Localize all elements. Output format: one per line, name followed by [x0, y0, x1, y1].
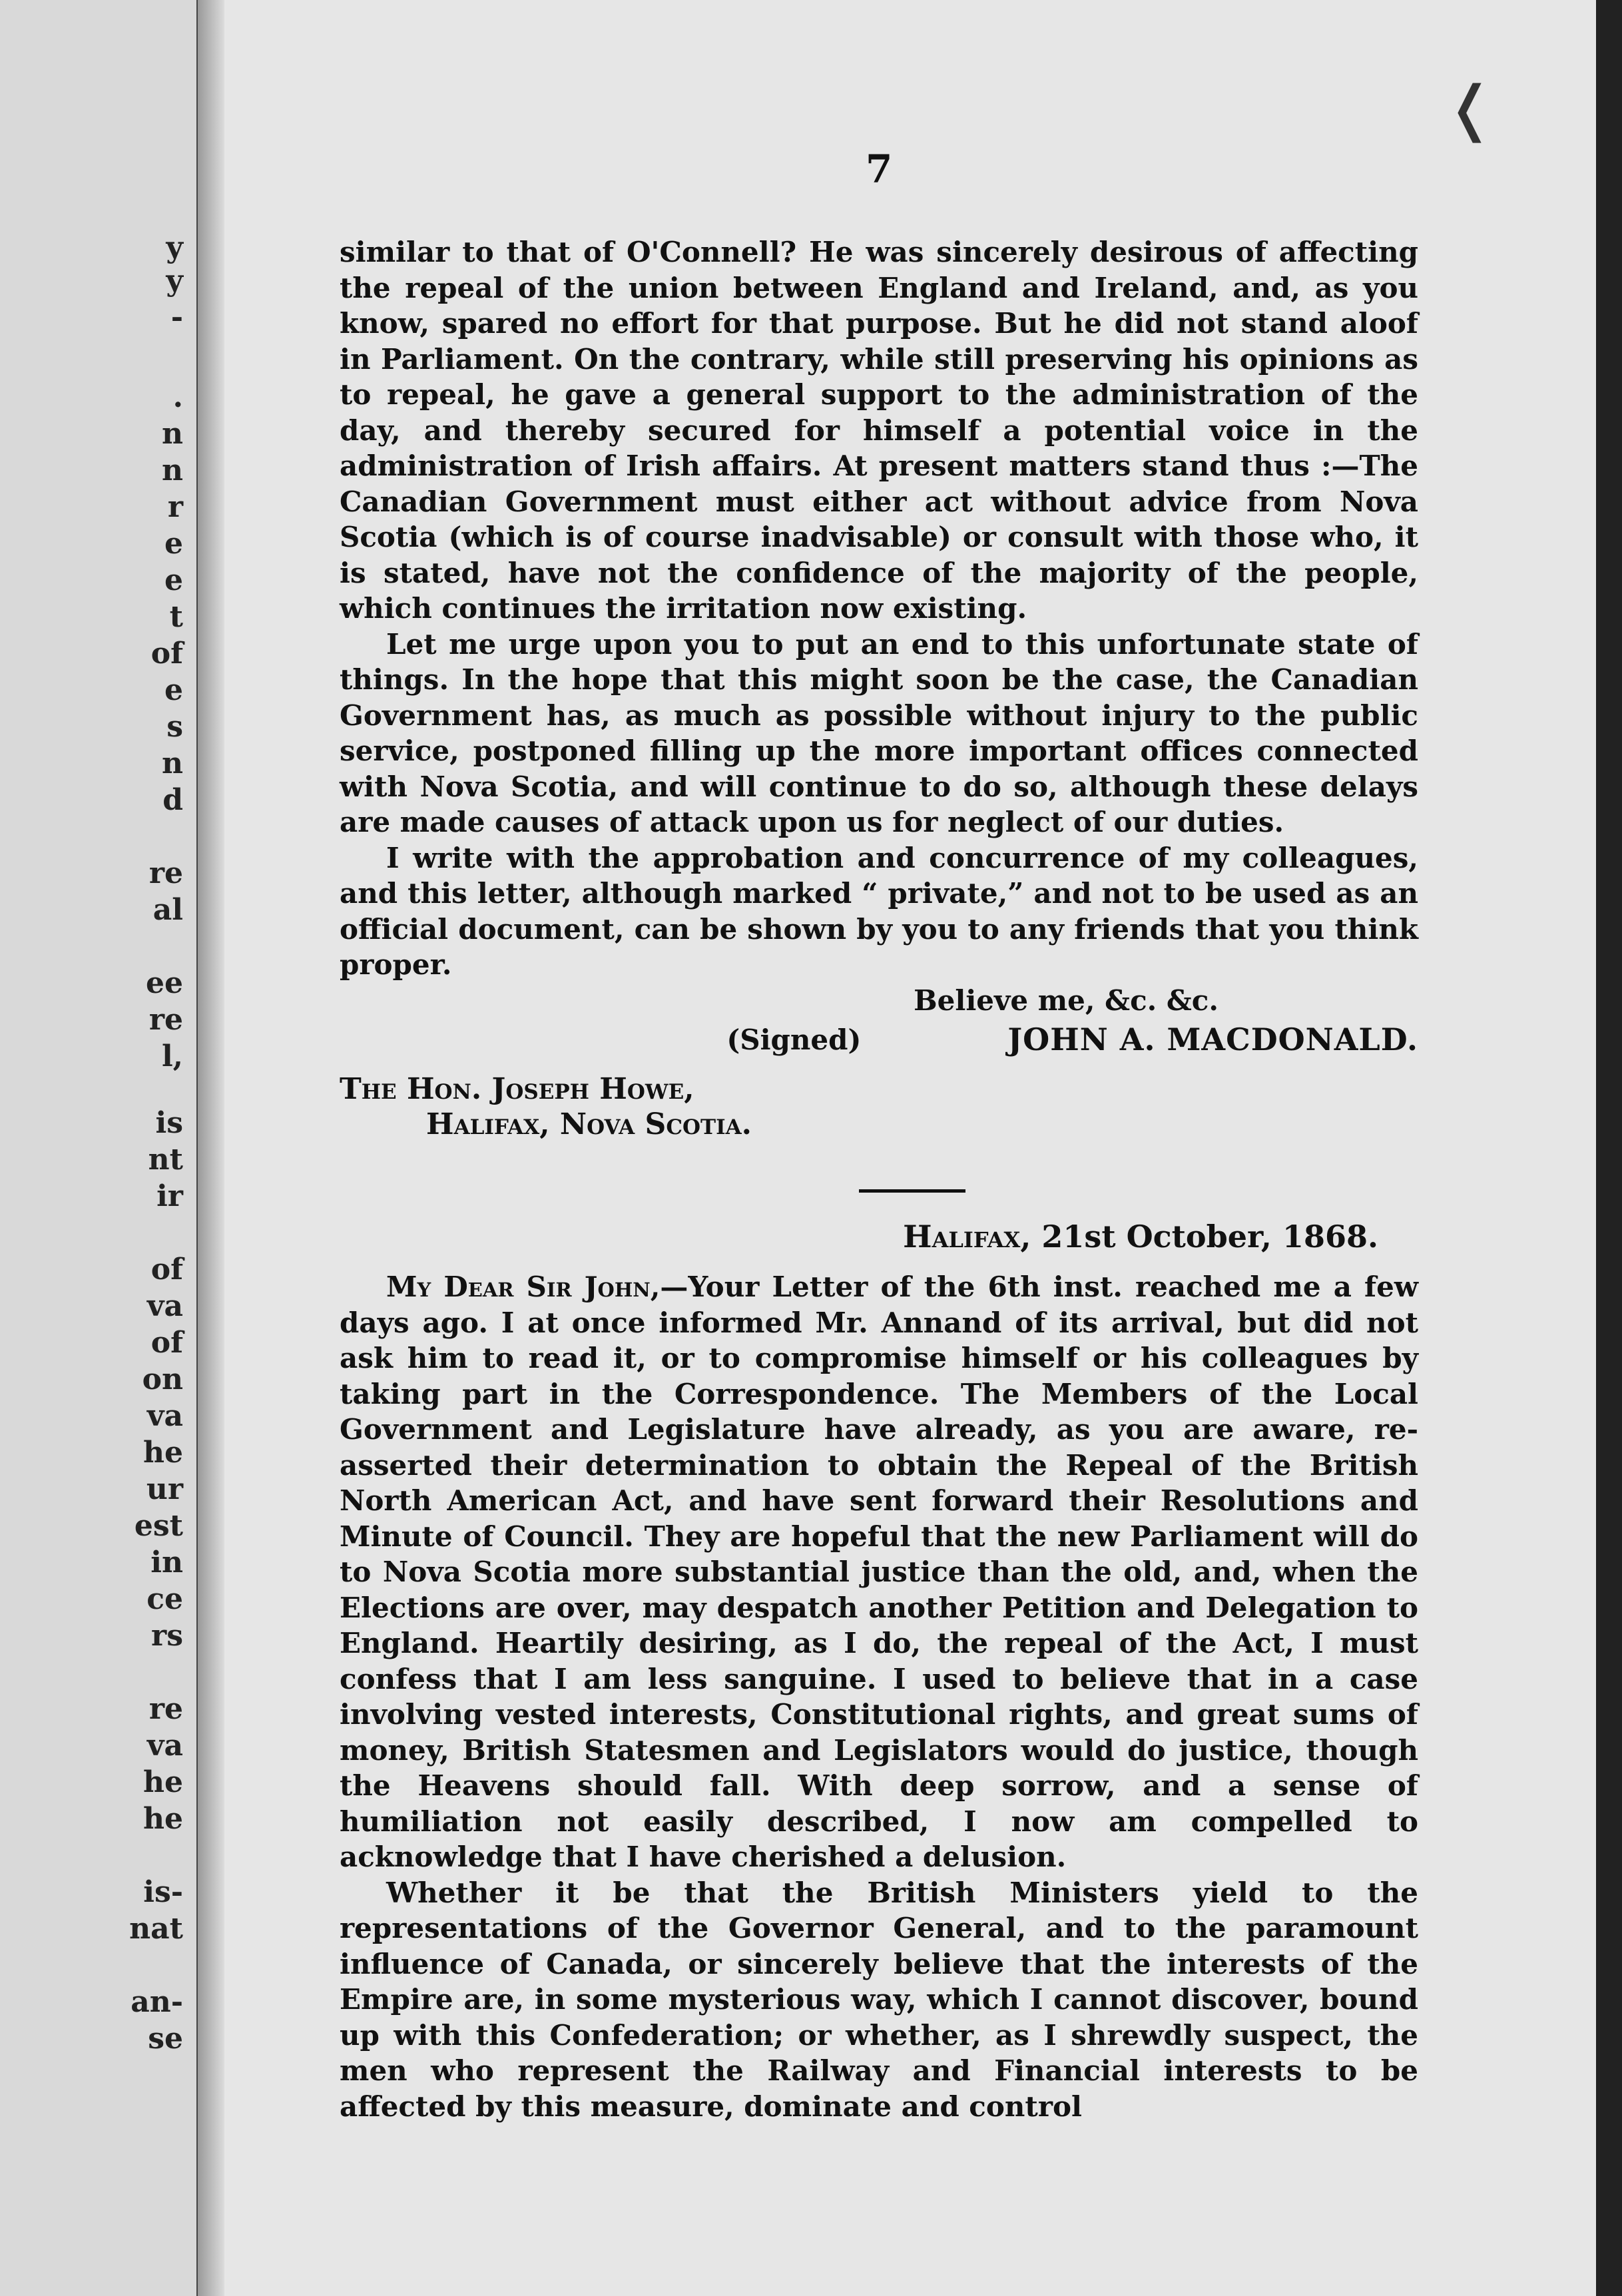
facing-page-fragment: of	[150, 1326, 183, 1360]
facing-page-fragment: nat	[129, 1912, 183, 1946]
facing-page-fragment: d	[162, 783, 183, 817]
facing-page-fragment: nt	[148, 1143, 183, 1177]
facing-page-fragment: he	[143, 1765, 183, 1799]
facing-page-fragment: va	[146, 1399, 183, 1433]
facing-page-fragment: va	[146, 1289, 183, 1323]
facing-page-fragment: t	[169, 600, 183, 634]
facing-page-fragment: y	[166, 230, 183, 264]
facing-page-fragment: is	[155, 1106, 183, 1140]
facing-page-fragment: ir	[156, 1179, 183, 1213]
facing-page-fragment: n	[162, 453, 183, 487]
facing-page-fragment: e	[164, 563, 183, 597]
facing-page-fragment: n	[162, 746, 183, 780]
facing-page-fragment: re	[148, 1003, 183, 1037]
facing-page-fragment: re	[148, 856, 183, 890]
facing-page-fragment: re	[148, 1692, 183, 1726]
letter-body	[340, 234, 1418, 2124]
paragraph: Let me urge upon you to put an end to this unfortunate state of things. In the hope that this might soon be the case, the Canadian Government has, as much as possible without injury to the public service, postponed filling up the more important offices connected with Nova Scotia, and will continue to do so, although these delays are made causes of attack upon us for neglect of our duties.	[340, 627, 1418, 838]
facing-page-fragment: ee	[146, 966, 183, 1000]
addressee	[340, 1071, 1418, 1143]
torn-corner-mark: ❬	[1445, 73, 1495, 143]
facing-page-fragment: s	[166, 710, 183, 744]
facing-page-fragment: ur	[146, 1472, 183, 1506]
paragraph-text: —Your Letter of the 6th inst. reached me a few days ago. I at once informed Mr. Annand of its arrival, but did not ask him to read it, or to compromise himself or his colleagues by taking part in the Correspondence. The Members of the Local Government and Legislature have already, as you are aware, re-asserted their determination to obtain the Repeal of the British North American Act, and have sent forward their Resolutions and Minute of Council. They are hopeful that the new Parliament will do to Nova Scotia more substantial justice than the old, and, when the Elections are over, may despatch another Petition and Delegation to England. Heartily desiring, as I do, the repeal of the Act, I must confess that I am less sanguine. I used to believe that in a case involving vested interests, Constitutional rights, and great sums of money, British Statesmen and Legislators would do justice, though the Heavens should fall. With deep sorrow, and a sense of humiliation not easily described, I now am compelled to acknowledge that I have cherished a delusion.	[340, 1271, 1418, 1873]
signature-line	[340, 1022, 1418, 1058]
facing-page-fragment: of	[150, 637, 183, 671]
facing-page-fragment: est	[134, 1509, 183, 1543]
facing-page-fragment: al	[152, 893, 183, 927]
facing-page-fragment: se	[148, 2022, 183, 2056]
facing-page-fragment: he	[143, 1436, 183, 1470]
facing-page-fragment: ce	[146, 1582, 183, 1616]
facing-page-fragment: va	[146, 1729, 183, 1763]
facing-page-fragment: e	[164, 673, 183, 707]
facing-page-edge	[0, 0, 198, 2296]
facing-page-fragment: l,	[161, 1039, 183, 1073]
salutation: My Dear Sir John,	[386, 1271, 661, 1303]
page-number: 7	[866, 146, 893, 192]
closing-line: Believe me, &c. &c.	[914, 984, 1218, 1017]
facing-page-fragment: of	[150, 1253, 183, 1287]
facing-page-fragment: on	[142, 1362, 183, 1396]
paragraph: similar to that of O'Connell? He was sincerely desirous of affecting the repeal of the union between England and Ireland, and, as you know, spared no effort for that purpose. But he did not stand aloof in Parliament. On the contrary, while still preserving his opinions as to repeal, he gave a general support to the administration of the day, and thereby secured for himself a potential voice in the administration of Irish affairs. At present matters stand thus :—The Canadian Government must either act without advice from Nova Scotia (which is of course inadvisable) or consult with those who, it is stated, have not the confidence of the majority of the people, which continues the irritation now existing.	[340, 236, 1418, 625]
dateline-city: Halifax,	[903, 1218, 1031, 1255]
signature: JOHN A. MACDONALD.	[1007, 1021, 1418, 1057]
addressee-place: Halifax, Nova Scotia.	[426, 1107, 752, 1141]
facing-page-fragment: n	[162, 417, 183, 451]
facing-page-fragment: in	[150, 1546, 183, 1579]
facing-page-fragment: is-	[143, 1875, 183, 1909]
facing-page-fragment: y	[166, 264, 183, 298]
paragraph: Whether it be that the British Ministers yield to the representations of the Governor General, and to the paramount influence of Canada, or sincerely believe that the interests of the Empire are, in some mysterious way, which I cannot discover, bound up with this Confederation; or whether, as I shrewdly suspect, the men who represent the Railway and Financial interests to be affected by this measure, dominate and control	[340, 1876, 1418, 2123]
paragraph	[340, 1269, 1418, 1875]
facing-page-fragment: rs	[151, 1619, 183, 1653]
facing-page-fragment: he	[143, 1802, 183, 1836]
facing-page-fragment: .	[172, 380, 183, 414]
dateline-date: 21st October, 1868.	[1041, 1218, 1378, 1255]
dateline	[340, 1219, 1418, 1255]
scan-edge	[1596, 0, 1622, 2296]
section-rule	[859, 1189, 965, 1193]
facing-page-fragment: -	[170, 300, 183, 334]
book-gutter	[198, 0, 224, 2296]
signed-label: (Signed)	[726, 1023, 862, 1056]
facing-page-fragment: r	[167, 490, 183, 524]
addressee-name: The Hon. Joseph Howe,	[340, 1071, 694, 1106]
facing-page-fragment: an-	[131, 1985, 183, 2019]
facing-page-fragment: e	[164, 527, 183, 561]
paragraph: I write with the approbation and concurrence of my colleagues, and this letter, although marked “ private,” and not to be used as an official document, can be shown by you to any friends that you think proper.	[340, 841, 1418, 981]
